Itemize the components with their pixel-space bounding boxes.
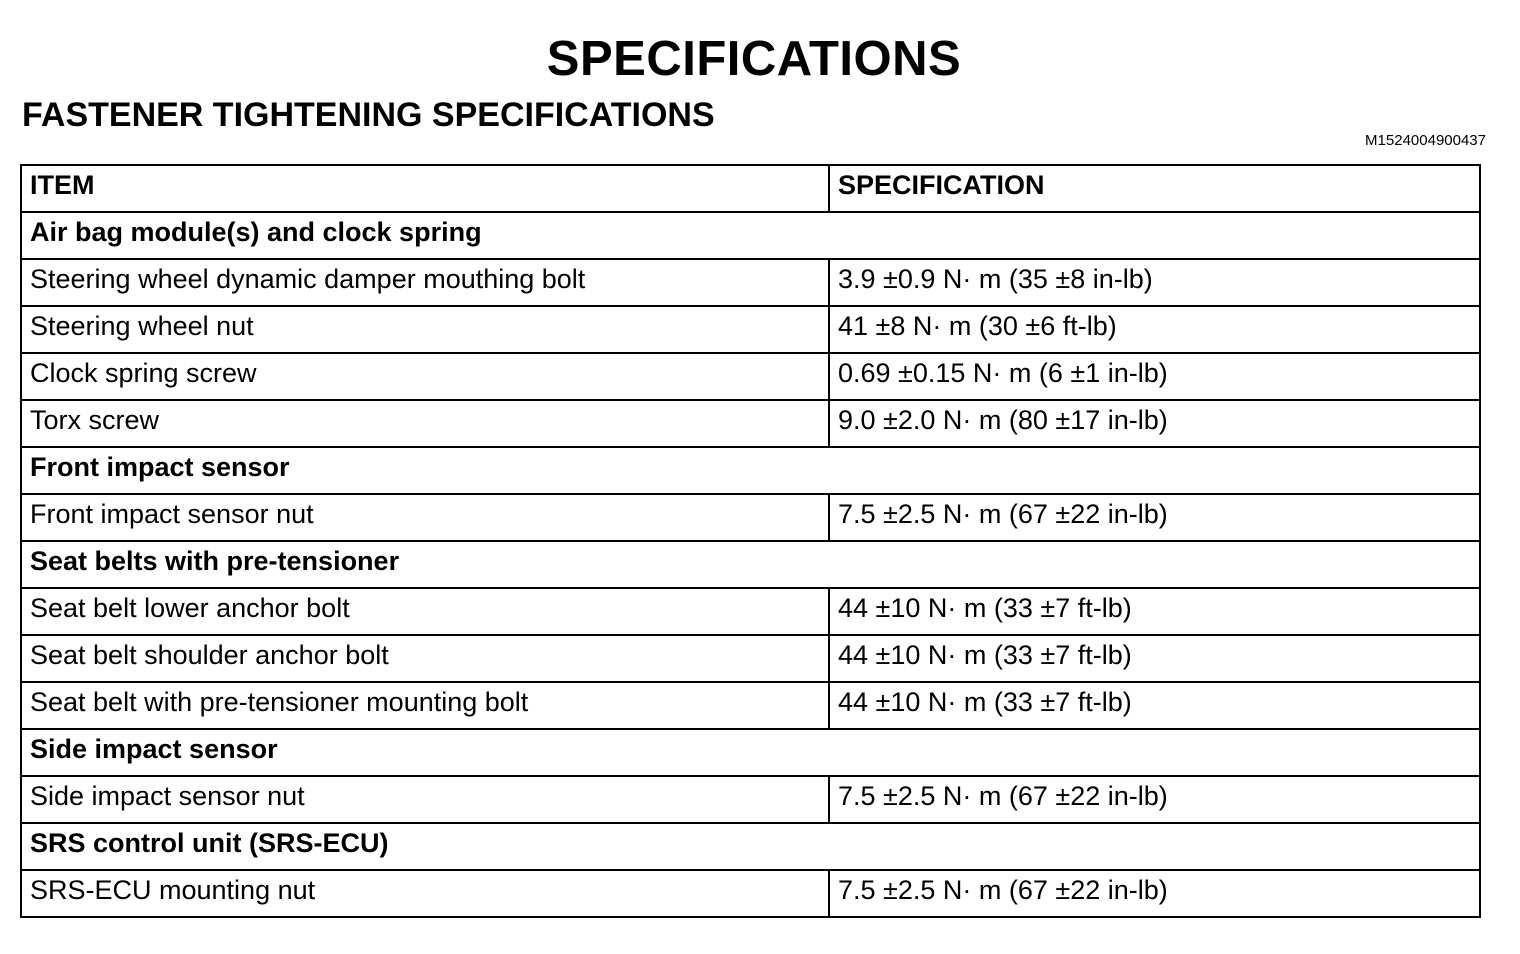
table-row [21, 588, 1480, 635]
section-title: FASTENER TIGHTENING SPECIFICATIONS [22, 96, 715, 134]
header-specification: SPECIFICATION [829, 165, 1480, 212]
group-label: Air bag module(s) and clock spring [21, 212, 1480, 259]
group-label: Side impact sensor [21, 729, 1480, 776]
table-row [21, 635, 1480, 682]
item-specification: 44 ±10 N· m (33 ±7 ft-lb) [829, 588, 1480, 635]
table-row [21, 682, 1480, 729]
item-specification: 7.5 ±2.5 N· m (67 ±22 in-lb) [829, 776, 1480, 823]
group-row [21, 447, 1480, 494]
item-name: Front impact sensor nut [21, 494, 829, 541]
group-label: SRS control unit (SRS-ECU) [21, 823, 1480, 870]
table-row [21, 400, 1480, 447]
group-label: Seat belts with pre-tensioner [21, 541, 1480, 588]
document-code: M1524004900437 [1365, 132, 1486, 149]
item-specification: 44 ±10 N· m (33 ±7 ft-lb) [829, 635, 1480, 682]
group-row [21, 823, 1480, 870]
item-specification: 0.69 ±0.15 N· m (6 ±1 in-lb) [829, 353, 1480, 400]
page-title: SPECIFICATIONS [546, 32, 962, 86]
item-specification: 41 ±8 N· m (30 ±6 ft-lb) [829, 306, 1480, 353]
item-specification: 3.9 ±0.9 N· m (35 ±8 in-lb) [829, 259, 1480, 306]
group-label: Front impact sensor [21, 447, 1480, 494]
item-name: Seat belt lower anchor bolt [21, 588, 829, 635]
table-row [21, 306, 1480, 353]
item-name: Side impact sensor nut [21, 776, 829, 823]
item-name: Seat belt shoulder anchor bolt [21, 635, 829, 682]
header-item: ITEM [21, 165, 829, 212]
group-row [21, 541, 1480, 588]
table-row [21, 353, 1480, 400]
item-name: Seat belt with pre-tensioner mounting bolt [21, 682, 829, 729]
group-row [21, 729, 1480, 776]
item-specification: 7.5 ±2.5 N· m (67 ±22 in-lb) [829, 870, 1480, 917]
table-row [21, 776, 1480, 823]
table-row [21, 494, 1480, 541]
item-specification: 9.0 ±2.0 N· m (80 ±17 in-lb) [829, 400, 1480, 447]
table-row [21, 870, 1480, 917]
item-name: Steering wheel dynamic damper mouthing bolt [21, 259, 829, 306]
item-specification: 44 ±10 N· m (33 ±7 ft-lb) [829, 682, 1480, 729]
item-name: Torx screw [21, 400, 829, 447]
item-name: Clock spring screw [21, 353, 829, 400]
item-specification: 7.5 ±2.5 N· m (67 ±22 in-lb) [829, 494, 1480, 541]
table-row [21, 259, 1480, 306]
fastener-spec-table [20, 164, 1481, 918]
spec-table-body [21, 165, 1480, 917]
group-row [21, 212, 1480, 259]
item-name: Steering wheel nut [21, 306, 829, 353]
table-header-row [21, 165, 1480, 212]
item-name: SRS-ECU mounting nut [21, 870, 829, 917]
